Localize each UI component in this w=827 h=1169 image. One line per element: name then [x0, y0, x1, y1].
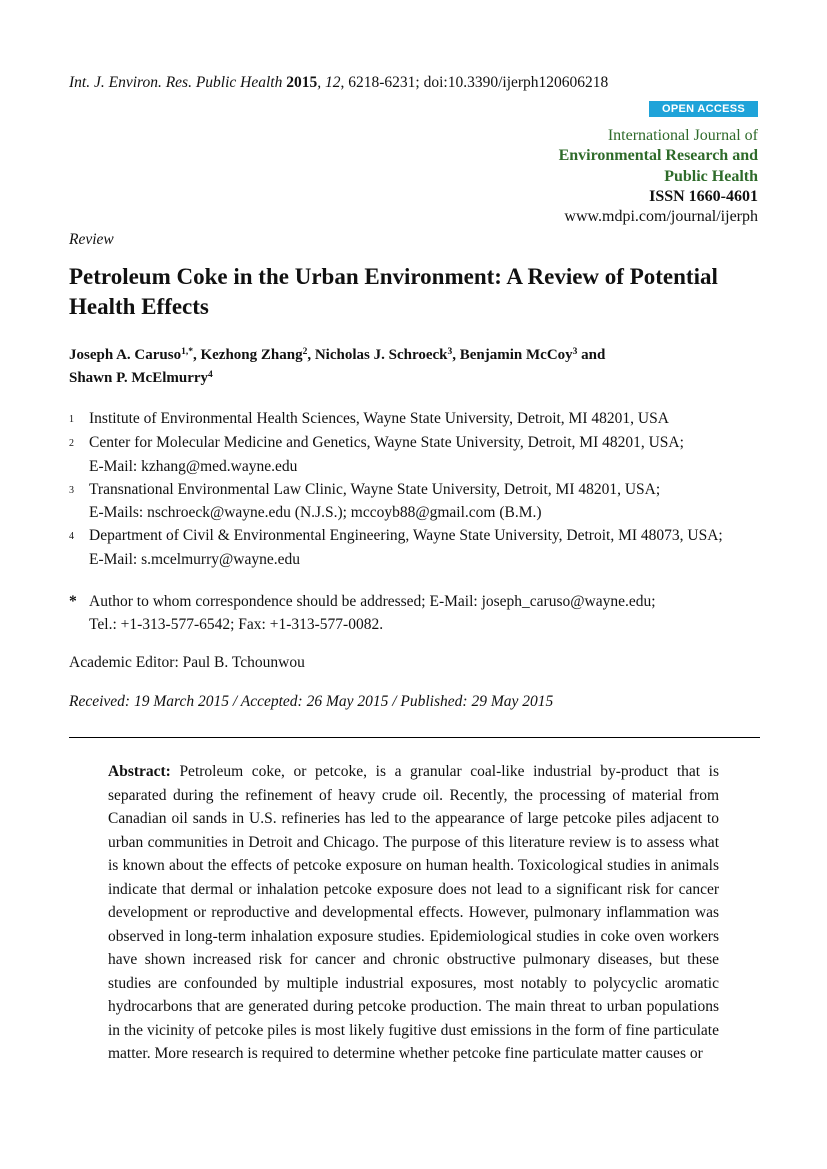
author: Shawn P. McElmurry$^4$ — [69, 370, 213, 386]
correspondence-note: * Author to whom correspondence should be addressed; E-Mail: joseph_caruso@wayne.edu; Tel.: +1-313-577-6542; Fax: +1-313-577-0082. — [69, 590, 769, 637]
journal-url[interactable]: www.mdpi.com/journal/ijerph — [564, 208, 758, 225]
article-type: Review — [69, 231, 114, 248]
journal-abbrev: Int. J. Environ. Res. Public Health — [69, 74, 283, 91]
paper-title: Petroleum Coke in the Urban Environment: A Review of Potential Health Effects — [69, 264, 718, 319]
journal-name-line2: Environmental Research and — [558, 147, 758, 164]
open-access-badge: OPEN ACCESS — [649, 101, 758, 117]
citation-volume: 12 — [325, 74, 341, 91]
citation-year: 2015 — [286, 74, 318, 91]
abstract-label: Abstract: — [108, 763, 171, 780]
journal-name-line3: Public Health — [664, 167, 758, 185]
author-list: Joseph A. Caruso$^{1,*}$, Kezhong Zhang$^2$, Nicholas J. Schroeck$^3$, Benjamin McCoy$^3$ and Shawn P. McElmurry$^4$ — [69, 347, 606, 386]
abstract — [108, 760, 719, 1066]
academic-editor: Academic Editor: Paul B. Tchounwou — [69, 654, 305, 671]
author: Benjamin McCoy$^3$ — [459, 347, 578, 363]
affiliation-item: 1 Institute of Environmental Health Sciences, Wayne State University, Detroit, MI 48201, USA — [69, 410, 669, 427]
author: Joseph A. Caruso$^{1,*}$ — [69, 347, 193, 363]
affiliation-item: 3 Transnational Environmental Law Clinic, Wayne State University, Detroit, MI 48201, USA; E-Mails: nschroeck@wayne.edu (N.J.S.); mccoyb88@gmail.com (B.M.) — [69, 480, 661, 522]
citation-pages-doi: , 6218-6231; doi:10.3390/ijerph120606218 — [340, 74, 609, 91]
journal-name-line1: International Journal of — [607, 127, 758, 144]
affiliation-item: 2 Center for Molecular Medicine and Genetics, Wayne State University, Detroit, MI 48201, USA; E-Mail: kzhang@med.wayne.edu — [69, 434, 684, 475]
affiliation-list — [69, 407, 769, 571]
journal-name-main — [559, 146, 758, 187]
author: Kezhong Zhang$^2$ — [200, 347, 308, 363]
journal-issn: ISSN 1660-4601 — [649, 188, 758, 205]
abstract-text: Petroleum coke, or petcoke, is a granular coal-like industrial by-product that is separated during the refinement of heavy crude oil. Recently, the processing of material from Canadian oil sands in U.S. refineries has led to the appearance of large petcoke piles adjacent to urban communities in Detroit and Chicago. The purpose of this literature review is to assess what is known about the effects of petcoke exposure on human health. Toxicological studies in animals indicate that dermal or inhalation petcoke exposure does not lead to a significant risk for cancer development or reproductive and developmental effects. However, pulmonary inflammation was observed in long-term inhalation exposure studies. Epidemiological studies in coke oven workers have shown increased risk for cancer and chronic obstructive pulmonary diseases, but these studies are confounded by multiple industrial exposures, most notably to polycyclic aromatic hydrocarbons that are generated during petcoke production. The main threat to urban populations in the vicinity of petcoke piles is most likely fugitive dust emissions in the form of fine particulate matter. More research is required to determine whether petcoke fine particulate matter causes or — [108, 763, 719, 1062]
author: Nicholas J. Schroeck$^3$ — [314, 347, 453, 363]
affiliation-item: 4 Department of Civil & Environmental Engineering, Wayne State University, Detroit, MI 48073, USA; E-Mail: s.mcelmurry@wayne.edu — [69, 527, 723, 568]
publication-dates: Received: 19 March 2015 / Accepted: 26 May 2015 / Published: 29 May 2015 — [69, 693, 554, 710]
section-divider — [69, 737, 760, 738]
citation-line: Int. J. Environ. Res. Public Health 2015, 12, 6218-6231; doi:10.3390/ijerph120606218 — [69, 74, 609, 91]
correspondence-marker: * — [69, 593, 77, 610]
